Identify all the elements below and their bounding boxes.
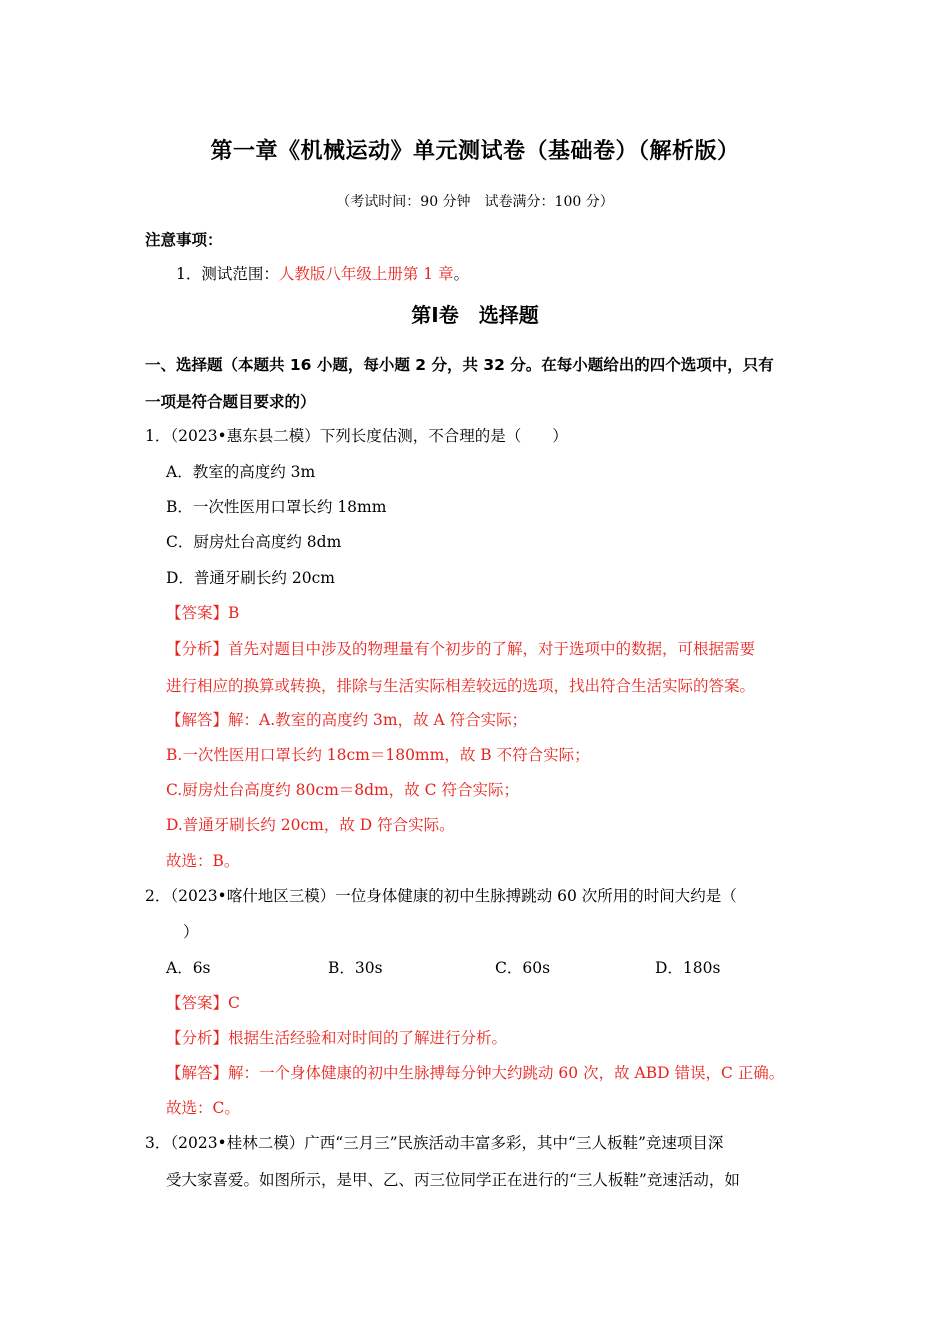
q1-solution-line: B.一次性医用口罩长约 18cm＝180mm，故 B 不符合实际； [166,746,590,764]
section-instruction-line2: 一项是符合题目要求的） [145,393,316,411]
q1-solution-line: 【解答】解：A.教室的高度约 3m，故 A 符合实际； [166,711,528,729]
q2-answer: 【答案】C [166,994,240,1012]
q1-option-b: B．一次性医用口罩长约 18mm [166,498,387,516]
q3-stem-line1: 3．（2023•桂林二模）广西“三月三”民族活动丰富多彩，其中“三人板鞋”竞速项目深 [145,1134,724,1152]
q1-solution-line: D.普通牙刷长约 20cm，故 D 符合实际。 [166,816,455,834]
q2-option-b: B．30s [328,959,383,977]
q2-option-c: C．60s [495,959,551,977]
q1-answer: 【答案】B [166,604,240,622]
q1-option-d: D．普通牙刷长约 20cm [166,569,335,587]
section-title: 第Ⅰ卷 选择题 [411,303,539,327]
q1-solution-line: C.厨房灶台高度约 80cm＝8dm，故 C 符合实际； [166,781,519,799]
q2-analysis: 【分析】根据生活经验和对时间的了解进行分析。 [166,1029,508,1047]
q1-analysis-line2: 进行相应的换算或转换，排除与生活实际相差较远的选项，找出符合生活实际的答案。 [166,677,756,695]
q1-option-a: A．教室的高度约 3m [166,463,316,481]
document-title: 第一章《机械运动》单元测试卷（基础卷）（解析版） [210,139,740,164]
q1-stem: 1．（2023•惠东县二模）下列长度估测，不合理的是（ ） [145,427,568,445]
notice-item-value: 人教版八年级上册第 1 章 [278,265,454,283]
q2-option-d: D．180s [655,959,721,977]
q2-stem-line2: ） [183,923,199,941]
notice-item-suffix: 。 [453,265,470,283]
q2-solution: 【解答】解：一个身体健康的初中生脉搏每分钟大约跳动 60 次，故 ABD 错误，C 正确。 [166,1064,785,1082]
q1-choice: 故选：B。 [166,852,240,870]
q1-analysis-line1: 【分析】首先对题目中涉及的物理量有个初步的了解，对于选项中的数据，可根据需要 [166,640,756,658]
document-subtitle: （考试时间：90 分钟 试卷满分：100 分） [336,194,614,210]
notice-heading: 注意事项： [145,231,223,249]
q2-choice: 故选：C。 [166,1099,240,1117]
notice-item [176,262,469,284]
section-instruction-line1: 一、选择题（本题共 16 小题，每小题 2 分，共 32 分。在每小题给出的四个选项中，只有 [145,356,774,374]
q3-stem-line2: 受大家喜爱。如图所示，是甲、乙、丙三位同学正在进行的“三人板鞋”竞速活动，如 [166,1171,740,1189]
q2-stem-line1: 2．（2023•喀什地区三模）一位身体健康的初中生脉搏跳动 60 次所用的时间大约是（ [145,887,737,905]
q1-option-c: C．厨房灶台高度约 8dm [166,533,342,551]
notice-item-prefix: 1．测试范围： [176,265,279,283]
q2-option-a: A．6s [166,959,211,977]
